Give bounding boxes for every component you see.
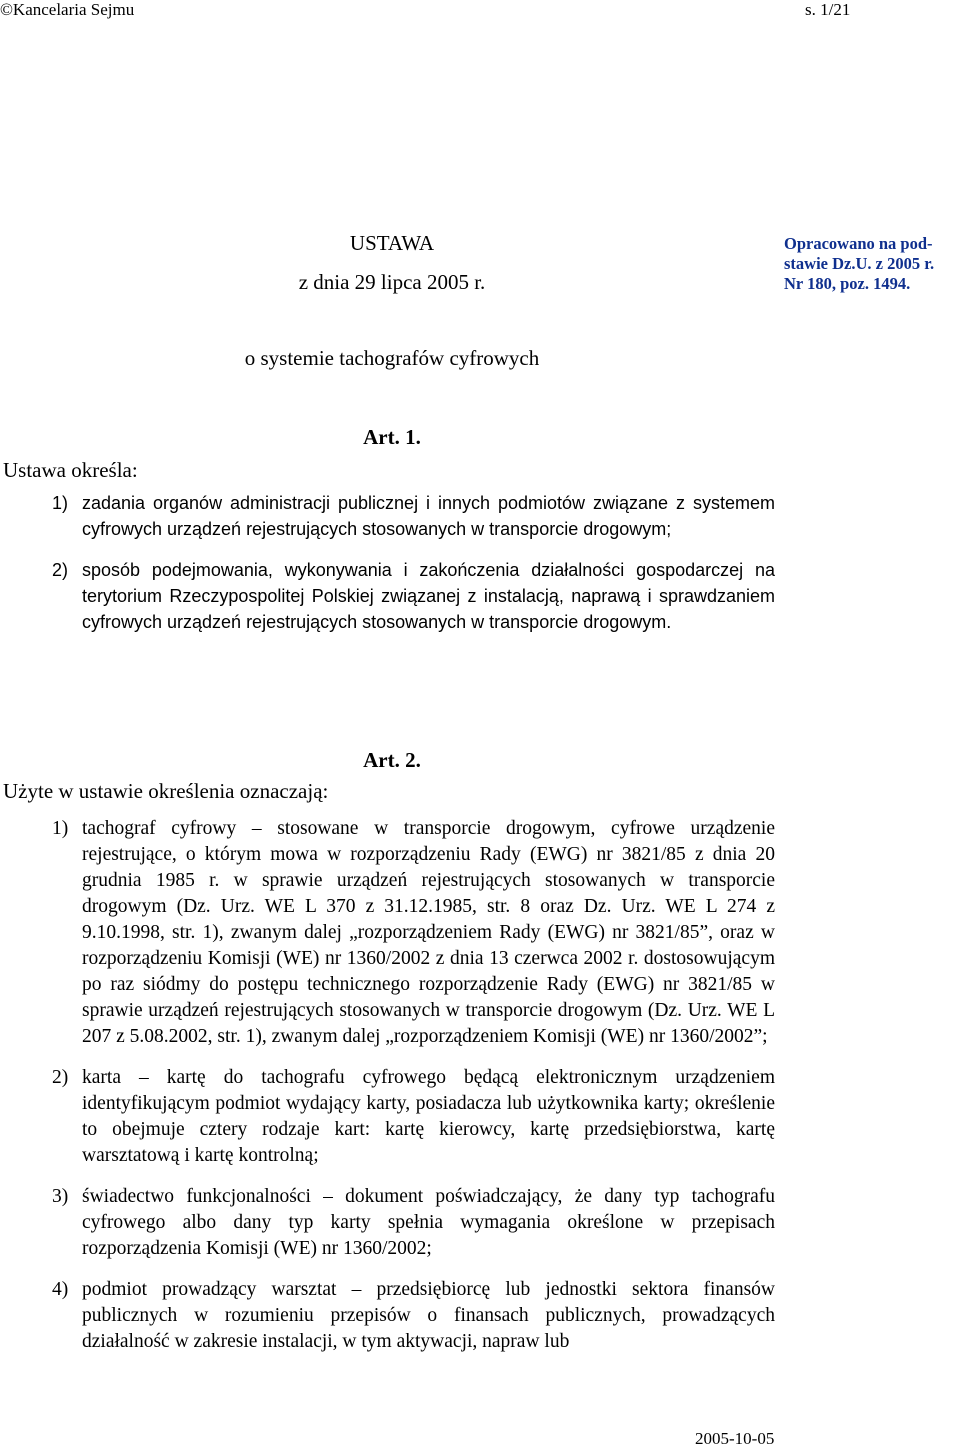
list-item: [0, 1065, 775, 1169]
list-item: [0, 557, 775, 635]
item-text: zadania organów administracji publicznej i innych podmiotów związane z systemem cyfrowych urządzeń rejestrujących stosowanych w transporcie drogowym;: [82, 493, 775, 539]
source-note: [784, 234, 960, 294]
list-item: [0, 816, 775, 1050]
article-1-intro: Ustawa określa:: [3, 458, 138, 482]
source-note-line: Opracowano na pod-: [784, 234, 933, 253]
act-date: z dnia 29 lipca 2005 r.: [298, 270, 486, 294]
article-2-heading: Art. 2.: [363, 748, 421, 772]
source-note-line: stawie Dz.U. z 2005 r.: [784, 254, 935, 273]
article-2-list: [0, 816, 775, 1370]
document-date: 2005-10-05: [695, 1429, 775, 1448]
header-page-number: s. 1/21: [805, 0, 851, 19]
act-subject: o systemie tachografów cyfrowych: [244, 346, 540, 370]
item-number: 2): [52, 1067, 69, 1088]
article-1-list: [0, 490, 775, 650]
item-text: świadectwo funkcjonalności – dokument poświadczający, że dany typ tachografu cyfrowego albo dany typ karty spełnia wymagania określone w przepisach rozporządzenia Komisji (WE) nr 1360/2002;: [82, 1186, 775, 1259]
article-2-intro: Użyte w ustawie określenia oznaczają:: [3, 779, 329, 803]
source-note-line: Nr 180, poz. 1494.: [784, 274, 911, 293]
item-text: sposób podejmowania, wykonywania i zakończenia działalności gospodarczej na terytorium Rzeczypospolitej Polskiej związanej z instalacją, naprawą i sprawdzaniem cyfrowych urządzeń rejestrujących stosowanych w transporcie drogowym.: [82, 560, 775, 632]
item-text: karta – kartę do tachografu cyfrowego będącą elektronicznym urządzeniem identyfikującym podmiot wydający karty, posiadacza lub użytkownika karty; określenie to obejmuje cztery rodzaje kart: kartę kierowcy, kartę przedsiębiorstwa, kartę warsztatową i kartę kontrolną;: [82, 1067, 775, 1166]
article-1-heading: Art. 1.: [363, 425, 421, 449]
item-number: 1): [52, 818, 69, 839]
item-number: 1): [52, 493, 69, 513]
list-item: [0, 1277, 775, 1355]
list-item: [0, 1184, 775, 1262]
item-text: tachograf cyfrowy – stosowane w transporcie drogowym, cyfrowe urządzenie rejestrujące, o którym mowa w rozporządzeniu Rady (EWG) nr 3821/85 z dnia 20 grudnia 1985 r. w sprawie urządzeń rejestrujących stosowanych w transporcie drogowym (Dz. Urz. WE L 370 z 31.12.1985, str. 8 oraz Dz. Urz. WE L 274 z 9.10.1998, str. 1), zwanym dalej „rozporządzeniem Rady (EWG) nr 3821/85”, oraz w rozporządzeniu Komisji (WE) nr 1360/2002 z dnia 13 czerwca 2002 r. dostosowującym po raz siódmy do postępu technicznego rozporządzenie Rady (EWG) nr 3821/85 w sprawie urządzeń rejestrujących stosowanych w transporcie drogowym (Dz. Urz. WE L 207 z 5.08.2002, str. 1), zwanym dalej „rozporządzeniem Komisji (WE) nr 1360/2002”;: [82, 818, 775, 1047]
item-number: 2): [52, 560, 69, 580]
list-item: [0, 490, 775, 542]
header-copyright: ©Kancelaria Sejmu: [0, 0, 135, 19]
item-text: podmiot prowadzący warsztat – przedsiębiorcę lub jednostki sektora finansów publicznych w rozumieniu przepisów o finansach publicznych, prowadzących działalność w zakresie instalacji, w tym aktywacji, napraw lub: [82, 1279, 775, 1352]
item-number: 4): [52, 1279, 69, 1300]
item-number: 3): [52, 1186, 69, 1207]
act-type: USTAWA: [349, 231, 435, 255]
